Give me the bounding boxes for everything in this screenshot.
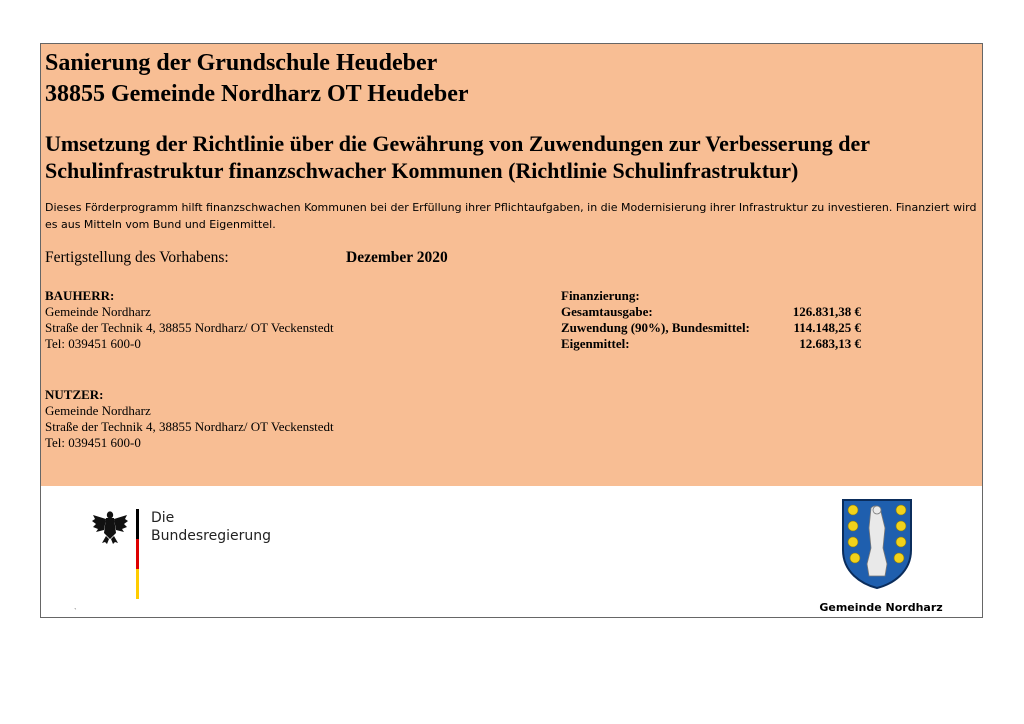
financing-row-label: Zuwendung (90%), Bundesmittel: [561, 320, 750, 335]
coat-of-arms-icon [841, 498, 913, 590]
financing-row-value: 114.148,25 € [793, 320, 861, 335]
financing-row-label: Eigenmittel: [561, 336, 630, 351]
completion-label: Fertigstellung des Vorhabens: [45, 249, 229, 266]
program-subtitle: Umsetzung der Richtlinie über die Gewährung von Zuwendungen zur Verbesserung der Schulinfrastruktur finanzschwacher Kommunen (Richtlinie Schulinfrastruktur) [45, 131, 870, 183]
financing-row [561, 336, 861, 352]
bauherr-address: Straße der Technik 4, 38855 Nordharz/ OT Veckenstedt [45, 320, 334, 335]
bundesregierung-logo [91, 509, 291, 604]
info-panel [41, 44, 982, 486]
bund-text-line2: Bundesregierung [151, 528, 271, 544]
financing-heading: Finanzierung: [561, 288, 640, 303]
project-location: 38855 Gemeinde Nordharz OT Heudeber [45, 81, 469, 107]
financing-row [561, 320, 861, 336]
federal-eagle-icon [91, 509, 129, 545]
stray-mark: ˋ [74, 607, 77, 616]
crest-caption: Gemeinde Nordharz [819, 601, 943, 614]
nutzer-name: Gemeinde Nordharz [45, 403, 151, 418]
bauherr-heading: BAUHERR: [45, 288, 115, 303]
financing-row-label: Gesamtausgabe: [561, 304, 653, 319]
german-flag-bar-icon [136, 509, 139, 599]
nutzer-phone: Tel: 039451 600-0 [45, 435, 141, 450]
nutzer-address: Straße der Technik 4, 38855 Nordharz/ OT Veckenstedt [45, 419, 334, 434]
bauherr-phone: Tel: 039451 600-0 [45, 336, 141, 351]
financing-row [561, 304, 861, 320]
financing-block [561, 288, 861, 352]
completion-date: Dezember 2020 [346, 249, 448, 266]
bauherr-block [45, 288, 334, 352]
project-title: Sanierung der Grundschule Heudeber [45, 50, 438, 76]
nutzer-block [45, 387, 334, 451]
financing-row-value: 12.683,13 € [799, 336, 861, 351]
nutzer-heading: NUTZER: [45, 387, 104, 402]
bundesregierung-wordmark [151, 509, 271, 545]
financing-row-value: 126.831,38 € [792, 304, 861, 319]
bauherr-name: Gemeinde Nordharz [45, 304, 151, 319]
poster-frame [40, 43, 983, 618]
program-description: Dieses Förderprogramm hilft finanzschwachen Kommunen bei der Erfüllung ihrer Pflichtaufgaben, in die Modernisierung ihrer Infrastruktur zu investieren. Finanziert wird es aus Mitteln vom Bund und Eigenmittel. [45, 201, 977, 231]
bund-text-line1: Die [151, 510, 175, 526]
